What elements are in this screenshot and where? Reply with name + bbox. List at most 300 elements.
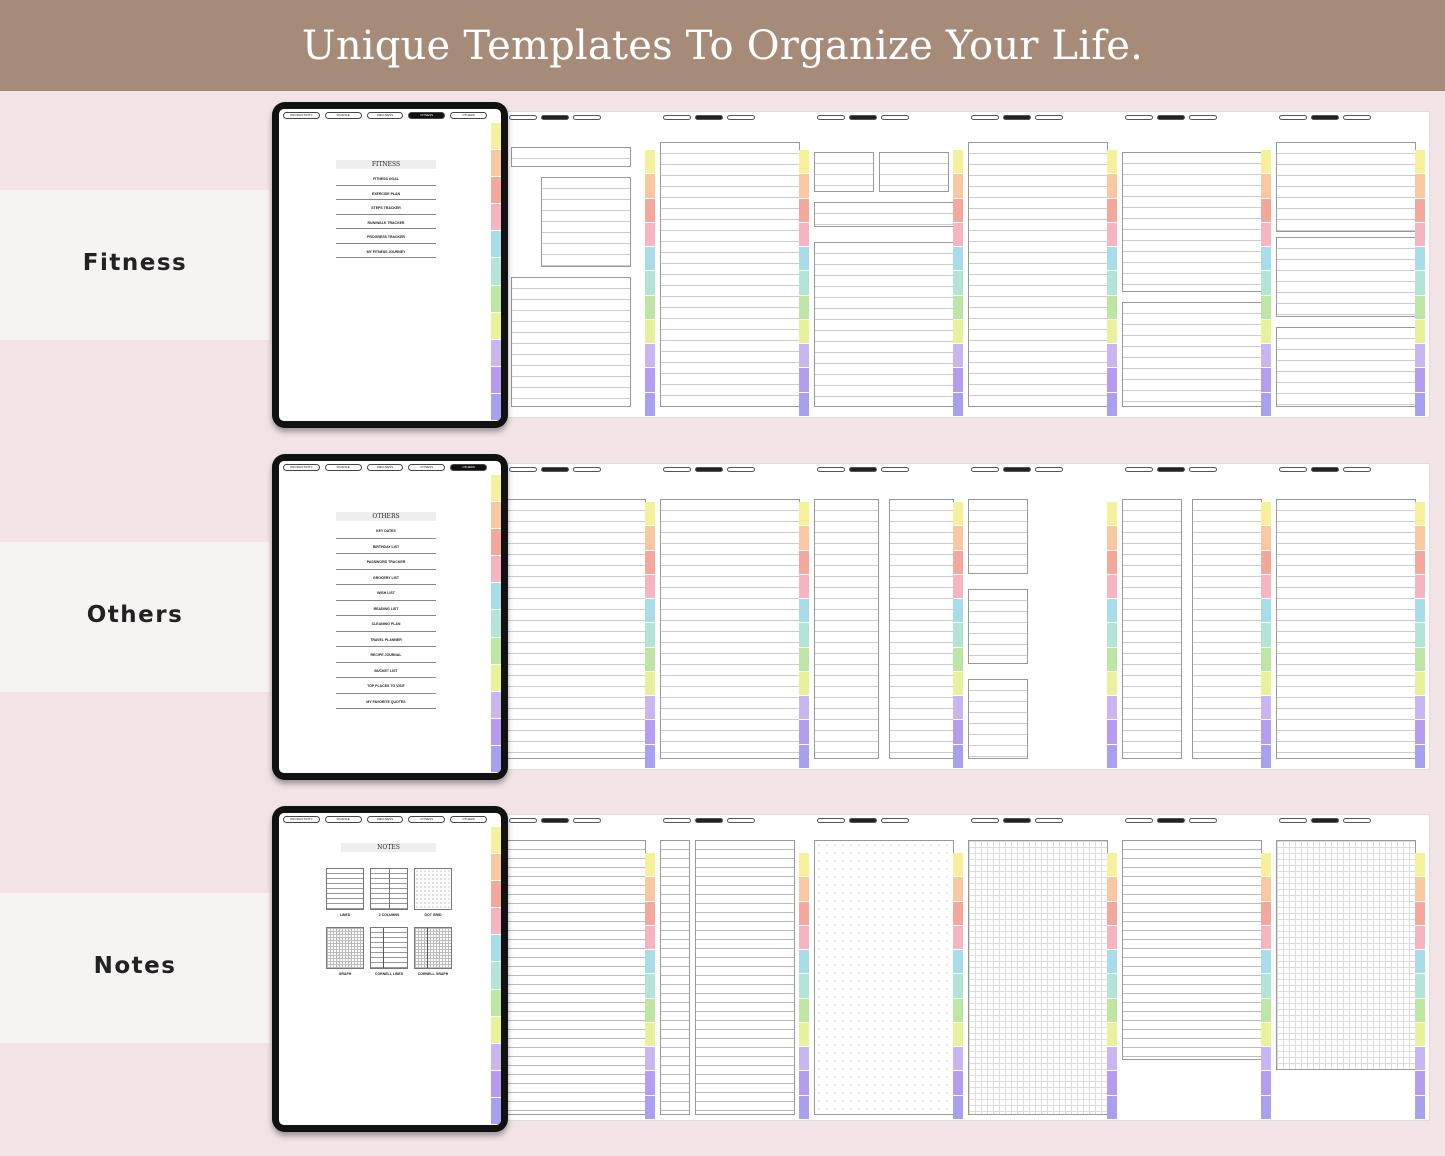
month-tab[interactable] — [1415, 696, 1425, 720]
month-tab[interactable] — [1107, 575, 1117, 599]
month-tab[interactable] — [1261, 853, 1271, 877]
month-tab[interactable] — [1107, 199, 1117, 223]
month-tab[interactable] — [645, 575, 655, 599]
month-tab[interactable] — [1261, 393, 1271, 417]
tab-fitness[interactable]: FITNESS — [408, 464, 445, 471]
month-tab[interactable] — [1107, 1071, 1117, 1095]
month-tab[interactable] — [1107, 247, 1117, 271]
month-tab[interactable] — [645, 1096, 655, 1120]
month-tab[interactable] — [1415, 1071, 1425, 1095]
month-tab[interactable] — [953, 950, 963, 974]
month-tab[interactable] — [1261, 1047, 1271, 1071]
month-tab[interactable] — [645, 623, 655, 647]
template-cornell-graph[interactable] — [414, 927, 452, 976]
month-tab[interactable] — [1415, 877, 1425, 901]
month-tab[interactable] — [491, 340, 501, 367]
month-tab[interactable] — [645, 502, 655, 526]
menu-item-favorite-quotes[interactable]: MY FAVORITE QUOTES — [336, 694, 436, 710]
month-tabs-rail[interactable] — [1261, 815, 1271, 1120]
template-panel — [968, 142, 1108, 407]
month-tab[interactable] — [953, 648, 963, 672]
month-tab[interactable] — [491, 204, 501, 231]
month-tab[interactable] — [953, 599, 963, 623]
month-tab[interactable] — [1107, 368, 1117, 392]
month-tabs-rail[interactable] — [1415, 112, 1425, 417]
month-tab[interactable] — [1107, 999, 1117, 1023]
month-tab[interactable] — [1261, 648, 1271, 672]
month-tab[interactable] — [1107, 271, 1117, 295]
month-tab[interactable] — [491, 746, 501, 773]
month-tab[interactable] — [1107, 720, 1117, 744]
template-panel — [1276, 840, 1416, 1070]
month-tab[interactable] — [1107, 950, 1117, 974]
menu-item-cleaning-plan[interactable]: CLEANING PLAN — [336, 616, 436, 632]
month-tab[interactable] — [1261, 1096, 1271, 1120]
month-tab[interactable] — [953, 1023, 963, 1047]
month-tab[interactable] — [953, 223, 963, 247]
month-tabs-rail[interactable] — [645, 815, 655, 1120]
month-tab[interactable] — [1107, 599, 1117, 623]
month-tab[interactable] — [1415, 575, 1425, 599]
month-tab[interactable] — [953, 551, 963, 575]
month-tab[interactable] — [645, 853, 655, 877]
month-tab[interactable] — [645, 1047, 655, 1071]
month-tabs-rail[interactable] — [1261, 112, 1271, 417]
month-tab[interactable] — [799, 696, 809, 720]
month-tab[interactable] — [491, 1044, 501, 1071]
month-tab[interactable] — [645, 1023, 655, 1047]
month-tab[interactable] — [1261, 368, 1271, 392]
month-tab[interactable] — [799, 150, 809, 174]
month-tab[interactable] — [1261, 575, 1271, 599]
month-tab[interactable] — [491, 881, 501, 908]
month-tabs-rail[interactable] — [953, 815, 963, 1120]
menu-item-wish-list[interactable]: WISH LIST — [336, 585, 436, 601]
month-tab[interactable] — [491, 258, 501, 285]
month-tab[interactable] — [491, 123, 501, 150]
month-tab[interactable] — [799, 223, 809, 247]
template-graph[interactable] — [326, 927, 364, 976]
month-tab[interactable] — [1107, 1096, 1117, 1120]
month-tab[interactable] — [491, 1017, 501, 1044]
month-tab[interactable] — [1415, 853, 1425, 877]
month-tab[interactable] — [1261, 599, 1271, 623]
month-tab[interactable] — [1261, 247, 1271, 271]
month-tab[interactable] — [1107, 672, 1117, 696]
tab-wellness[interactable]: WELLNESS — [367, 464, 404, 471]
month-tab[interactable] — [1261, 199, 1271, 223]
month-tab[interactable] — [953, 344, 963, 368]
month-tab[interactable] — [491, 394, 501, 421]
month-tab[interactable] — [645, 551, 655, 575]
page-nav-tabs — [971, 467, 1063, 473]
month-tab[interactable] — [1415, 344, 1425, 368]
page-nav-tabs — [663, 115, 755, 121]
tab-productivity[interactable]: PRODUCTIVITY — [283, 816, 320, 823]
month-tab[interactable] — [799, 1047, 809, 1071]
month-tab[interactable] — [491, 475, 501, 502]
month-tab[interactable] — [645, 199, 655, 223]
month-tabs-rail[interactable] — [953, 112, 963, 417]
month-tab[interactable] — [1107, 648, 1117, 672]
month-tabs-rail[interactable] — [491, 475, 501, 773]
month-tab[interactable] — [645, 672, 655, 696]
month-tab[interactable] — [1415, 720, 1425, 744]
month-tab[interactable] — [1415, 174, 1425, 198]
tab-others[interactable]: OTHERS — [450, 112, 487, 119]
month-tabs-rail[interactable] — [491, 123, 501, 421]
month-tab[interactable] — [491, 313, 501, 340]
month-tab[interactable] — [491, 935, 501, 962]
tab-fitness[interactable]: FITNESS — [408, 112, 445, 119]
menu-item-bucket-list[interactable]: BUCKET LIST — [336, 663, 436, 679]
month-tab[interactable] — [1107, 1023, 1117, 1047]
month-tabs-rail[interactable] — [1107, 815, 1117, 1120]
month-tab[interactable] — [799, 950, 809, 974]
month-tab[interactable] — [799, 368, 809, 392]
tab-productivity[interactable]: PRODUCTIVITY — [283, 464, 320, 471]
month-tab[interactable] — [1261, 672, 1271, 696]
month-tab[interactable] — [1415, 1047, 1425, 1071]
month-tab[interactable] — [1415, 320, 1425, 344]
month-tab[interactable] — [491, 827, 501, 854]
month-tab[interactable] — [799, 623, 809, 647]
month-tab[interactable] — [1415, 1096, 1425, 1120]
menu-item-steps-tracker[interactable]: STEPS TRACKER — [336, 200, 436, 215]
month-tab[interactable] — [953, 150, 963, 174]
month-tab[interactable] — [645, 974, 655, 998]
month-tab[interactable] — [953, 1096, 963, 1120]
month-tab[interactable] — [953, 926, 963, 950]
month-tab[interactable] — [491, 177, 501, 204]
month-tab[interactable] — [491, 1098, 501, 1125]
month-tab[interactable] — [1261, 950, 1271, 974]
template-panel — [968, 679, 1028, 759]
month-tabs-rail[interactable] — [799, 464, 809, 769]
month-tab[interactable] — [1415, 950, 1425, 974]
month-tab[interactable] — [1261, 974, 1271, 998]
month-tab[interactable] — [645, 344, 655, 368]
month-tabs-rail[interactable] — [645, 112, 655, 417]
page-nav-tabs — [663, 818, 755, 824]
month-tab[interactable] — [491, 854, 501, 881]
month-tab[interactable] — [1261, 999, 1271, 1023]
month-tab[interactable] — [645, 271, 655, 295]
month-tab[interactable] — [953, 853, 963, 877]
month-tab[interactable] — [645, 720, 655, 744]
month-tab[interactable] — [1415, 247, 1425, 271]
month-tab[interactable] — [1107, 974, 1117, 998]
month-tab[interactable] — [1261, 174, 1271, 198]
month-tab[interactable] — [953, 696, 963, 720]
month-tab[interactable] — [953, 174, 963, 198]
month-tab[interactable] — [799, 599, 809, 623]
month-tab[interactable] — [491, 908, 501, 935]
menu-item-fitness-goal[interactable]: FITNESS GOAL — [336, 171, 436, 186]
month-tab[interactable] — [799, 1071, 809, 1095]
menu-item-key-dates[interactable]: KEY DATES — [336, 523, 436, 539]
month-tab[interactable] — [953, 1071, 963, 1095]
month-tab[interactable] — [491, 719, 501, 746]
menu-item-reading-list[interactable]: READING LIST — [336, 601, 436, 617]
month-tab[interactable] — [953, 575, 963, 599]
month-tab[interactable] — [1261, 926, 1271, 950]
month-tab[interactable] — [645, 393, 655, 417]
month-tab[interactable] — [1261, 877, 1271, 901]
month-tab[interactable] — [1261, 502, 1271, 526]
month-tab[interactable] — [491, 665, 501, 692]
month-tab[interactable] — [1107, 902, 1117, 926]
month-tab[interactable] — [953, 623, 963, 647]
month-tab[interactable] — [799, 926, 809, 950]
month-tab[interactable] — [645, 150, 655, 174]
month-tab[interactable] — [1415, 551, 1425, 575]
month-tab[interactable] — [799, 999, 809, 1023]
month-tab[interactable] — [491, 583, 501, 610]
month-tab[interactable] — [645, 174, 655, 198]
month-tab[interactable] — [799, 247, 809, 271]
menu-item-grocery-list[interactable]: GROCERY LIST — [336, 570, 436, 586]
month-tabs-rail[interactable] — [799, 815, 809, 1120]
month-tab[interactable] — [799, 648, 809, 672]
month-tab[interactable] — [1107, 696, 1117, 720]
month-tab[interactable] — [953, 999, 963, 1023]
month-tab[interactable] — [953, 1047, 963, 1071]
menu-item-recipe-journal[interactable]: RECIPE JOURNAL — [336, 647, 436, 663]
month-tab[interactable] — [1415, 368, 1425, 392]
month-tab[interactable] — [953, 502, 963, 526]
month-tab[interactable] — [799, 853, 809, 877]
month-tab[interactable] — [491, 1071, 501, 1098]
month-tab[interactable] — [799, 877, 809, 901]
month-tab[interactable] — [799, 551, 809, 575]
month-tab[interactable] — [1107, 223, 1117, 247]
month-tab[interactable] — [799, 575, 809, 599]
month-tab[interactable] — [1107, 853, 1117, 877]
month-tab[interactable] — [1107, 877, 1117, 901]
month-tab[interactable] — [799, 526, 809, 550]
month-tab[interactable] — [799, 502, 809, 526]
month-tab[interactable] — [1261, 902, 1271, 926]
month-tabs-rail[interactable] — [1107, 112, 1117, 417]
header-banner — [0, 0, 1445, 91]
month-tab[interactable] — [645, 902, 655, 926]
month-tab[interactable] — [1415, 150, 1425, 174]
month-tab[interactable] — [645, 926, 655, 950]
template-dot-grid[interactable] — [414, 868, 452, 917]
notes-menu-title: NOTES — [341, 843, 436, 852]
month-tabs-rail[interactable] — [645, 464, 655, 769]
template-cornell-lines[interactable] — [370, 927, 408, 976]
month-tab[interactable] — [1261, 623, 1271, 647]
month-tab[interactable] — [645, 526, 655, 550]
tab-wellness[interactable]: WELLNESS — [367, 112, 404, 119]
month-tab[interactable] — [491, 367, 501, 394]
month-tab[interactable] — [799, 271, 809, 295]
month-tab[interactable] — [1107, 926, 1117, 950]
month-tab[interactable] — [491, 150, 501, 177]
month-tab[interactable] — [491, 286, 501, 313]
month-tab[interactable] — [645, 877, 655, 901]
month-tab[interactable] — [1107, 150, 1117, 174]
month-tab[interactable] — [645, 745, 655, 769]
menu-item-fitness-journey[interactable]: MY FITNESS JOURNEY — [336, 244, 436, 259]
month-tab[interactable] — [645, 696, 655, 720]
month-tab[interactable] — [1107, 526, 1117, 550]
month-tab[interactable] — [1261, 150, 1271, 174]
month-tabs-rail[interactable] — [1261, 464, 1271, 769]
month-tab[interactable] — [645, 599, 655, 623]
month-tab[interactable] — [645, 320, 655, 344]
month-tab[interactable] — [1107, 393, 1117, 417]
month-tab[interactable] — [1415, 1023, 1425, 1047]
month-tab[interactable] — [1415, 623, 1425, 647]
month-tab[interactable] — [799, 974, 809, 998]
tab-finance[interactable]: FINANCE — [325, 816, 362, 823]
month-tab[interactable] — [1107, 1047, 1117, 1071]
template-2-columns[interactable] — [370, 868, 408, 917]
month-tab[interactable] — [953, 320, 963, 344]
month-tab[interactable] — [1261, 720, 1271, 744]
template-panel — [1276, 499, 1416, 759]
month-tab[interactable] — [645, 223, 655, 247]
month-tab[interactable] — [1107, 745, 1117, 769]
month-tab[interactable] — [645, 950, 655, 974]
month-tabs-rail[interactable] — [491, 827, 501, 1125]
month-tab[interactable] — [645, 648, 655, 672]
month-tab[interactable] — [645, 368, 655, 392]
month-tab[interactable] — [799, 1096, 809, 1120]
menu-item-travel-planner[interactable]: TRAVEL PLANNER — [336, 632, 436, 648]
month-tab[interactable] — [1261, 344, 1271, 368]
tab-finance[interactable]: FINANCE — [325, 464, 362, 471]
month-tab[interactable] — [799, 1023, 809, 1047]
month-tab[interactable] — [799, 344, 809, 368]
tab-others[interactable]: OTHERS — [450, 816, 487, 823]
month-tab[interactable] — [1107, 623, 1117, 647]
month-tab[interactable] — [799, 393, 809, 417]
month-tab[interactable] — [1261, 320, 1271, 344]
month-tab[interactable] — [799, 199, 809, 223]
month-tab[interactable] — [645, 1071, 655, 1095]
month-tab[interactable] — [953, 974, 963, 998]
month-tab[interactable] — [1261, 296, 1271, 320]
tab-finance[interactable]: FINANCE — [325, 112, 362, 119]
month-tab[interactable] — [799, 296, 809, 320]
month-tab[interactable] — [1415, 999, 1425, 1023]
month-tab[interactable] — [1107, 502, 1117, 526]
month-tab[interactable] — [1261, 223, 1271, 247]
month-tab[interactable] — [1107, 551, 1117, 575]
month-tab[interactable] — [1415, 974, 1425, 998]
month-tabs-rail[interactable] — [1107, 464, 1117, 769]
month-tab[interactable] — [953, 393, 963, 417]
month-tab[interactable] — [1415, 926, 1425, 950]
month-tab[interactable] — [1415, 223, 1425, 247]
tab-others[interactable]: OTHERS — [450, 464, 487, 471]
month-tab[interactable] — [1261, 526, 1271, 550]
month-tab[interactable] — [1261, 1023, 1271, 1047]
tab-wellness[interactable]: WELLNESS — [367, 816, 404, 823]
month-tab[interactable] — [953, 902, 963, 926]
menu-item-top-places[interactable]: TOP PLACES TO VISIT — [336, 678, 436, 694]
month-tab[interactable] — [491, 962, 501, 989]
month-tab[interactable] — [1107, 296, 1117, 320]
month-tab[interactable] — [491, 692, 501, 719]
month-tab[interactable] — [491, 529, 501, 556]
month-tab[interactable] — [799, 320, 809, 344]
month-tab[interactable] — [953, 672, 963, 696]
month-tab[interactable] — [1261, 1071, 1271, 1095]
month-tab[interactable] — [491, 638, 501, 665]
month-tab[interactable] — [1415, 648, 1425, 672]
month-tab[interactable] — [799, 174, 809, 198]
month-tab[interactable] — [1415, 745, 1425, 769]
month-tab[interactable] — [953, 368, 963, 392]
month-tab[interactable] — [491, 556, 501, 583]
month-tab[interactable] — [491, 231, 501, 258]
month-tab[interactable] — [1415, 296, 1425, 320]
month-tab[interactable] — [1107, 174, 1117, 198]
menu-item-run-walk-tracker[interactable]: RUN/WALK TRACKER — [336, 215, 436, 230]
month-tab[interactable] — [645, 296, 655, 320]
month-tab[interactable] — [953, 247, 963, 271]
month-tab[interactable] — [1415, 502, 1425, 526]
month-tabs-rail[interactable] — [1415, 464, 1425, 769]
template-lined[interactable] — [326, 868, 364, 917]
month-tabs-rail[interactable] — [953, 464, 963, 769]
menu-item-exercise-plan[interactable]: EXERCISE PLAN — [336, 186, 436, 201]
month-tab[interactable] — [953, 526, 963, 550]
month-tab[interactable] — [491, 990, 501, 1017]
month-tabs-rail[interactable] — [1415, 815, 1425, 1120]
month-tab[interactable] — [1415, 599, 1425, 623]
month-tab[interactable] — [799, 672, 809, 696]
menu-item-progress-tracker[interactable]: PROGRESS TRACKER — [336, 229, 436, 244]
month-tab[interactable] — [1107, 320, 1117, 344]
month-tab[interactable] — [1261, 696, 1271, 720]
month-tab[interactable] — [953, 877, 963, 901]
month-tab[interactable] — [1261, 745, 1271, 769]
month-tab[interactable] — [1107, 344, 1117, 368]
month-tab[interactable] — [799, 902, 809, 926]
month-tabs-rail[interactable] — [799, 112, 809, 417]
month-tab[interactable] — [1415, 271, 1425, 295]
month-tab[interactable] — [1415, 526, 1425, 550]
month-tab[interactable] — [491, 502, 501, 529]
month-tab[interactable] — [799, 745, 809, 769]
tab-productivity[interactable]: PRODUCTIVITY — [283, 112, 320, 119]
month-tab[interactable] — [1415, 672, 1425, 696]
menu-item-password-tracker[interactable]: PASSWORD TRACKER — [336, 554, 436, 570]
tab-fitness[interactable]: FITNESS — [408, 816, 445, 823]
month-tab[interactable] — [645, 247, 655, 271]
month-tab[interactable] — [1261, 271, 1271, 295]
month-tab[interactable] — [1415, 393, 1425, 417]
month-tab[interactable] — [1415, 199, 1425, 223]
month-tab[interactable] — [953, 720, 963, 744]
month-tab[interactable] — [645, 999, 655, 1023]
month-tab[interactable] — [799, 720, 809, 744]
month-tab[interactable] — [491, 610, 501, 637]
month-tab[interactable] — [953, 296, 963, 320]
month-tab[interactable] — [1261, 551, 1271, 575]
month-tab[interactable] — [1415, 902, 1425, 926]
month-tab[interactable] — [953, 745, 963, 769]
month-tab[interactable] — [953, 271, 963, 295]
menu-item-birthday-list[interactable]: BIRTHDAY LIST — [336, 539, 436, 555]
month-tab[interactable] — [953, 199, 963, 223]
